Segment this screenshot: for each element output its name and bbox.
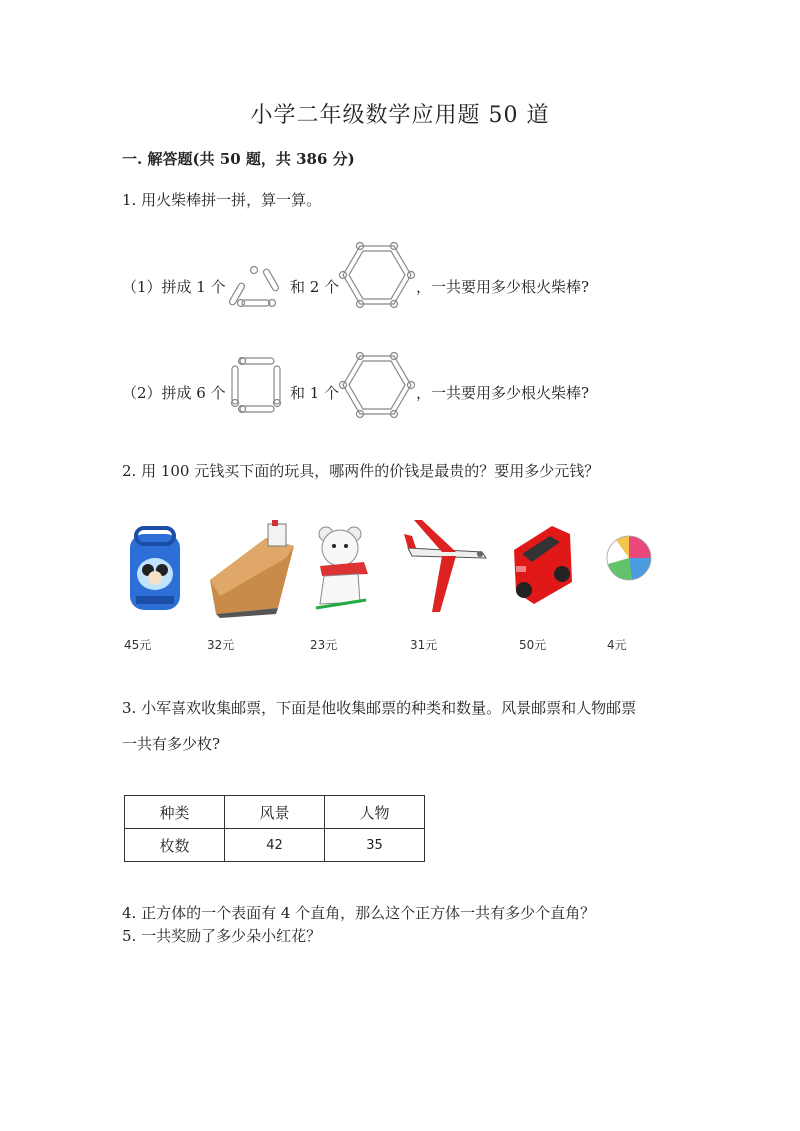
stamps-table: [124, 795, 425, 862]
toy-price: 4元: [607, 638, 627, 652]
matchstick-hexagon-icon: [338, 350, 416, 420]
table-cell: 枚数: [125, 829, 225, 862]
matchstick-hexagon-icon: [338, 240, 416, 310]
bear-icon: [310, 522, 372, 612]
question-3-line2: 一共有多少枚?: [122, 735, 221, 753]
table-header-cell: 人物: [325, 796, 425, 829]
ship-icon: [206, 518, 298, 618]
question-5: 5. 一共奖励了多少朵小红花？: [122, 927, 322, 945]
q1-sub1-prefix: （1）拼成 1 个: [122, 278, 226, 296]
question-1: 1. 用火柴棒拼一拼，算一算。: [122, 191, 322, 209]
airplane-icon: [402, 516, 488, 616]
table-row: [125, 829, 425, 862]
table-row: [125, 796, 425, 829]
q1-sub2-suffix: ，一共要用多少根火柴棒?: [416, 384, 590, 402]
toy-price: 23元: [310, 638, 338, 652]
table-cell: 35: [325, 829, 425, 862]
backpack-icon: [122, 522, 188, 614]
section-heading: 一. 解答题(共 50 题，共 386 分): [122, 150, 355, 168]
table-header-cell: 风景: [225, 796, 325, 829]
table-cell: 42: [225, 829, 325, 862]
toy-price: 50元: [519, 638, 547, 652]
toy-price: 45元: [124, 638, 152, 652]
table-header-cell: 种类: [125, 796, 225, 829]
q1-sub1-suffix: ，一共要用多少根火柴棒?: [416, 278, 590, 296]
matchstick-triangle-icon: [228, 262, 284, 310]
question-2: 2. 用 100 元钱买下面的玩具，哪两件的价钱是最贵的？要用多少元钱？: [122, 462, 600, 480]
q1-sub2-mid: 和 1 个: [290, 384, 340, 402]
toy-price: 31元: [410, 638, 438, 652]
q1-sub1-mid: 和 2 个: [290, 278, 340, 296]
matchstick-square-icon: [228, 354, 284, 416]
question-3-line1: 3. 小军喜欢收集邮票，下面是他收集邮票的种类和数量。风景邮票和人物邮票: [122, 699, 637, 717]
question-4: 4. 正方体的一个表面有 4 个直角，那么这个正方体一共有多少个直角？: [122, 904, 596, 922]
page-title: 小学二年级数学应用题 50 道: [250, 103, 550, 128]
car-icon: [506, 520, 576, 606]
toy-price: 32元: [207, 638, 235, 652]
ball-icon: [604, 532, 654, 584]
q1-sub2-prefix: （2）拼成 6 个: [122, 384, 226, 402]
